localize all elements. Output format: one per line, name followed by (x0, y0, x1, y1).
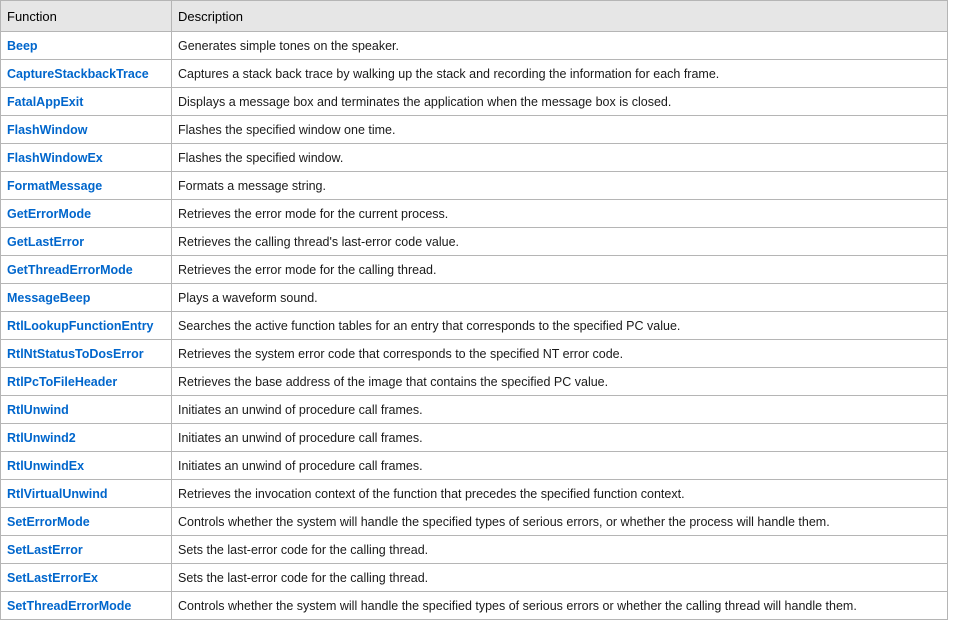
function-description: Generates simple tones on the speaker. (172, 32, 948, 60)
function-cell (1, 172, 172, 200)
function-cell (1, 116, 172, 144)
table-row (1, 452, 948, 480)
table-row (1, 536, 948, 564)
function-link[interactable]: RtlPcToFileHeader (7, 374, 118, 389)
function-description: Captures a stack back trace by walking up the stack and recording the information for each frame. (172, 60, 948, 88)
function-link[interactable]: CaptureStackbackTrace (7, 66, 149, 81)
table-row (1, 508, 948, 536)
table-row (1, 284, 948, 312)
function-link[interactable]: SetThreadErrorMode (7, 598, 132, 613)
function-cell (1, 424, 172, 452)
table-row (1, 340, 948, 368)
function-description: Sets the last-error code for the calling thread. (172, 564, 948, 592)
function-link[interactable]: RtlVirtualUnwind (7, 486, 108, 501)
table-row (1, 172, 948, 200)
function-description: Controls whether the system will handle the specified types of serious errors or whether the calling thread will handle them. (172, 592, 948, 620)
table-row (1, 592, 948, 620)
function-description: Retrieves the system error code that corresponds to the specified NT error code. (172, 340, 948, 368)
function-cell (1, 144, 172, 172)
function-link[interactable]: RtlUnwind (7, 402, 69, 417)
function-cell (1, 564, 172, 592)
table-row (1, 480, 948, 508)
function-cell (1, 592, 172, 620)
function-link[interactable]: RtlUnwind2 (7, 430, 76, 445)
table-row (1, 312, 948, 340)
function-link[interactable]: Beep (7, 38, 38, 53)
table-header (1, 1, 948, 32)
function-link[interactable]: RtlUnwindEx (7, 458, 85, 473)
function-description: Displays a message box and terminates the application when the message box is closed. (172, 88, 948, 116)
table-row (1, 368, 948, 396)
table-body (1, 32, 948, 620)
function-cell (1, 228, 172, 256)
function-link[interactable]: FlashWindowEx (7, 150, 103, 165)
function-description: Flashes the specified window one time. (172, 116, 948, 144)
table-row (1, 60, 948, 88)
table-row (1, 228, 948, 256)
function-link[interactable]: FormatMessage (7, 178, 103, 193)
function-cell (1, 536, 172, 564)
function-cell (1, 396, 172, 424)
function-cell (1, 452, 172, 480)
table-row (1, 564, 948, 592)
function-link[interactable]: RtlLookupFunctionEntry (7, 318, 154, 333)
table-row (1, 144, 948, 172)
function-description: Retrieves the calling thread's last-error code value. (172, 228, 948, 256)
function-description: Initiates an unwind of procedure call frames. (172, 424, 948, 452)
function-link[interactable]: GetErrorMode (7, 206, 92, 221)
table-row (1, 396, 948, 424)
table-row (1, 200, 948, 228)
function-link[interactable]: FatalAppExit (7, 94, 84, 109)
function-description: Initiates an unwind of procedure call frames. (172, 396, 948, 424)
function-description: Flashes the specified window. (172, 144, 948, 172)
function-cell (1, 480, 172, 508)
column-header-function: Function (1, 1, 172, 32)
function-description: Retrieves the invocation context of the function that precedes the specified function context. (172, 480, 948, 508)
function-description: Searches the active function tables for an entry that corresponds to the specified PC value. (172, 312, 948, 340)
function-link[interactable]: FlashWindow (7, 122, 88, 137)
function-link[interactable]: SetLastErrorEx (7, 570, 99, 585)
function-description: Controls whether the system will handle the specified types of serious errors, or whether the process will handle them. (172, 508, 948, 536)
function-cell (1, 32, 172, 60)
table-row (1, 256, 948, 284)
function-link[interactable]: GetLastError (7, 234, 85, 249)
function-description: Initiates an unwind of procedure call frames. (172, 452, 948, 480)
function-description: Retrieves the error mode for the current process. (172, 200, 948, 228)
function-cell (1, 60, 172, 88)
function-cell (1, 284, 172, 312)
function-link[interactable]: SetLastError (7, 542, 83, 557)
function-cell (1, 256, 172, 284)
function-cell (1, 200, 172, 228)
table-row (1, 88, 948, 116)
function-cell (1, 368, 172, 396)
function-cell (1, 88, 172, 116)
function-link[interactable]: SetErrorMode (7, 514, 90, 529)
table-row (1, 32, 948, 60)
function-description: Sets the last-error code for the calling thread. (172, 536, 948, 564)
function-cell (1, 508, 172, 536)
function-description: Formats a message string. (172, 172, 948, 200)
function-link[interactable]: MessageBeep (7, 290, 91, 305)
function-description: Plays a waveform sound. (172, 284, 948, 312)
column-header-description: Description (172, 1, 948, 32)
function-description: Retrieves the base address of the image that contains the specified PC value. (172, 368, 948, 396)
function-link[interactable]: GetThreadErrorMode (7, 262, 133, 277)
table-row (1, 424, 948, 452)
function-description: Retrieves the error mode for the calling thread. (172, 256, 948, 284)
function-link[interactable]: RtlNtStatusToDosError (7, 346, 144, 361)
function-cell (1, 340, 172, 368)
function-cell (1, 312, 172, 340)
table-row (1, 116, 948, 144)
